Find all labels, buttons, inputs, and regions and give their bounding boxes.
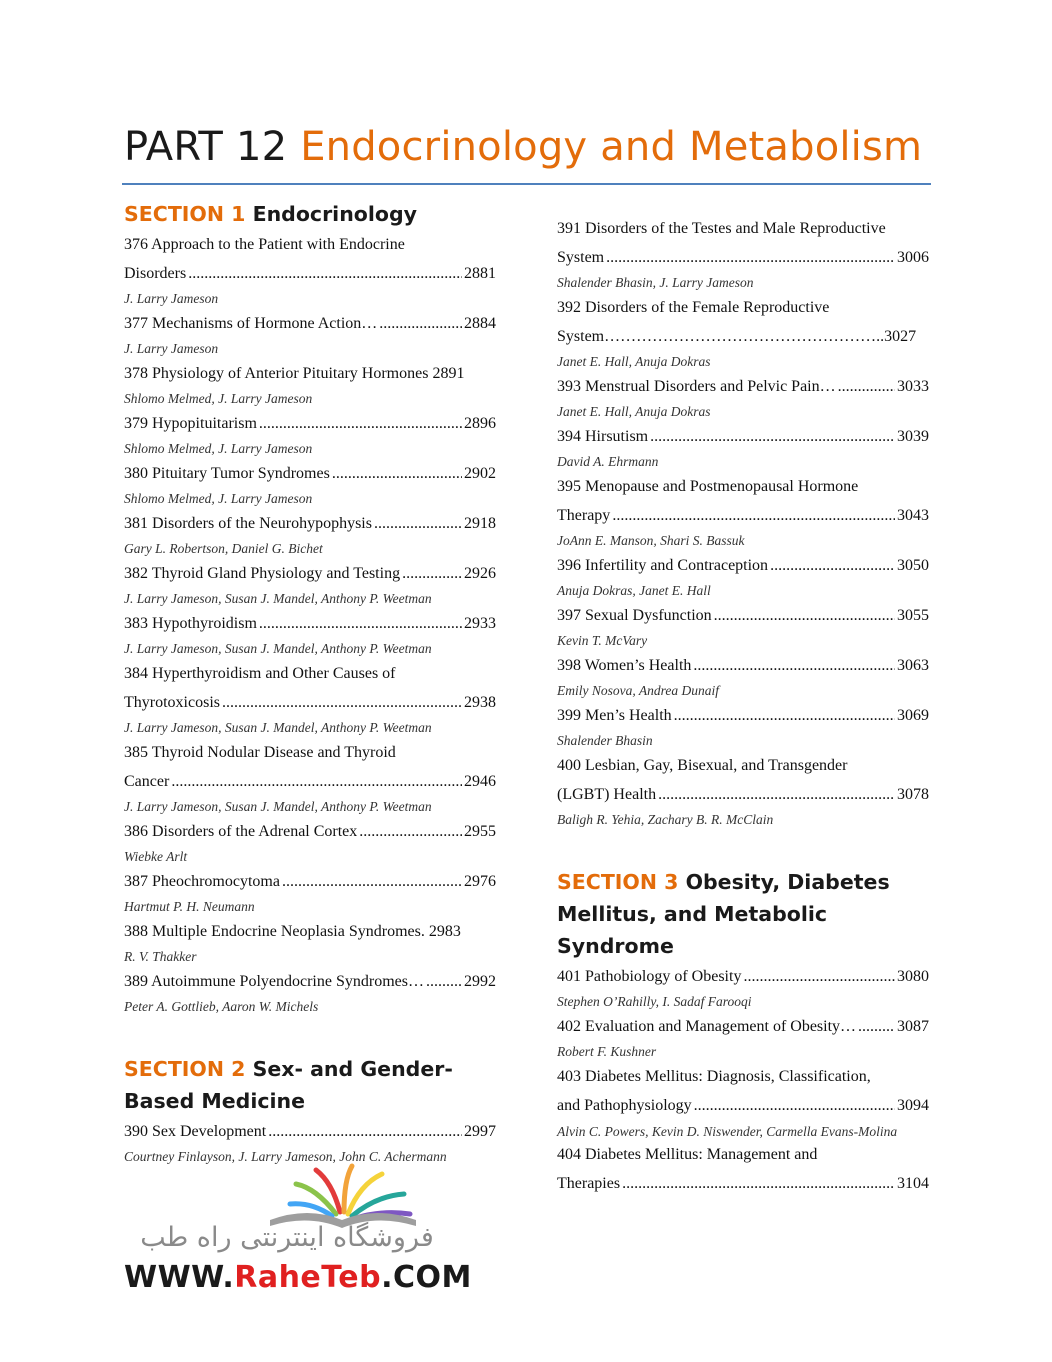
dot-leader [743,962,895,991]
entry-authors: Stephen O’Rahilly, I. Sadaf Farooqi [557,994,752,1009]
toc-entry-378 [124,359,496,409]
entry-page: 2896 [464,415,496,432]
toc-entry-399 [557,701,929,751]
toc-entry-401 [557,962,929,1012]
dot-leader [379,309,462,338]
entry-leader-line [557,501,929,530]
entry-title: 402 Evaluation and Management of Obesity… [557,1018,857,1035]
entry-title-line: 403 Diabetes Mellitus: Diagnosis, Classification, [557,1068,871,1085]
section-label: SECTION 3 [557,870,679,894]
toc-entry-394 [557,422,929,472]
toc-entry-393 [557,372,929,422]
entry-title: 377 Mechanisms of Hormone Action… [124,315,378,332]
entry-title: 398 Women’s Health [557,657,692,674]
toc-entry-398 [557,651,929,701]
section-1-heading [124,198,496,230]
dot-leader [268,1117,462,1146]
entry-title: (LGBT) Health [557,786,657,803]
entry-title: Thyrotoxicosis [124,694,220,711]
part-title [124,124,922,170]
entry-leader-line [557,322,929,351]
entry-page: 2891 [432,365,465,382]
entry-authors: Kevin T. McVary [557,633,648,648]
entry-title-line: 385 Thyroid Nodular Disease and Thyroid [124,744,396,761]
dot-leader [171,767,462,796]
entry-page: 2902 [464,465,496,482]
entry-page: 3055 [897,607,929,624]
entry-page: 2983 [428,923,461,940]
entry-title-line: 391 Disorders of the Testes and Male Reproductive [557,220,886,237]
entry-authors: Janet E. Hall, Anuja Dokras [557,404,711,419]
entry-title: 390 Sex Development [124,1123,267,1140]
entry-title: 394 Hirsutism [557,428,649,445]
url-prefix: WWW. [124,1260,235,1295]
entry-leader-line [557,422,929,451]
entry-title: 397 Sexual Dysfunction [557,607,712,624]
section-title: Obesity, Diabetes Mellitus, and Metabolic Syndrome [557,870,890,958]
entry-title: 389 Autoimmune Polyendocrine Syndromes… [124,973,424,990]
dot-leader [770,551,895,580]
entry-leader-line [557,551,929,580]
entry-title: 393 Menstrual Disorders and Pelvic Pain… [557,378,836,395]
entry-title-line: 384 Hyperthyroidism and Other Causes of [124,665,396,682]
entry-leader-line [124,509,496,538]
entry-authors: Wiebke Arlt [124,849,188,864]
entry-page: 2933 [464,615,496,632]
entry-authors: Baligh R. Yehia, Zachary B. R. McClain [557,812,774,827]
dot-leader [693,651,895,680]
dot-leader [650,422,895,451]
toc-entry-404 [557,1140,929,1198]
dot-leader [838,372,895,401]
toc-entry-397 [557,601,929,651]
entry-authors: J. Larry Jameson, Susan J. Mandel, Anthony P. Weetman [124,720,432,735]
entry-page: 3104 [897,1175,929,1192]
dot-leader [332,459,462,488]
url-suffix: .COM [381,1260,472,1295]
entry-leader-line [124,259,496,288]
entry-leader-line [124,359,496,388]
toc-entry-388 [124,917,496,967]
entry-page: 3043 [897,507,929,524]
entry-title-line: 392 Disorders of the Female Reproductive [557,299,830,316]
entry-page: 3027 [884,328,917,345]
entry-authors: Shalender Bhasin, J. Larry Jameson [557,275,754,290]
section-2-heading [124,1053,496,1117]
entry-authors: Courtney Finlayson, J. Larry Jameson, John C. Achermann [124,1149,447,1164]
entry-title: 401 Pathobiology of Obesity [557,968,742,985]
entry-page: 2884 [464,315,496,332]
toc-entry-396 [557,551,929,601]
dot-leader [426,967,462,996]
entry-title-line: 400 Lesbian, Gay, Bisexual, and Transgender [557,757,848,774]
entry-page: 2881 [464,265,496,282]
dot-leader [694,1091,895,1120]
entry-page: 3087 [897,1018,929,1035]
dot-leader [674,701,895,730]
entry-leader-line [557,243,929,272]
entry-title: 381 Disorders of the Neurohypophysis [124,515,372,532]
entry-title: 386 Disorders of the Adrenal Cortex [124,823,358,840]
entry-page: 3063 [897,657,929,674]
entry-leader-line [557,601,929,630]
entry-page: 3039 [897,428,929,445]
entry-title: System…………………………………………….. [557,328,885,345]
dot-leader [259,409,462,438]
dot-leader [188,259,462,288]
entry-page: 2992 [464,973,496,990]
entry-leader-line [124,309,496,338]
entry-authors: J. Larry Jameson [124,341,219,356]
entry-leader-line [124,459,496,488]
section-title: Sex- and Gender-Based Medicine [124,1057,453,1113]
toc-entry-392 [557,293,929,372]
entry-title-line: 376 Approach to the Patient with Endocrine [124,236,405,253]
dot-leader [622,1169,895,1198]
toc-entry-391 [557,214,929,293]
entry-leader-line [124,917,496,946]
entry-page: 2976 [464,873,496,890]
toc-entry-379 [124,409,496,459]
url-brand: RaheTeb [234,1260,382,1295]
entry-authors: Alvin C. Powers, Kevin D. Niswender, Carmella Evans-Molina [557,1124,898,1139]
section-title: Endocrinology [252,202,418,226]
entry-leader-line [124,688,496,717]
entry-authors: Peter A. Gottlieb, Aaron W. Michels [124,999,319,1014]
entry-title-line: 404 Diabetes Mellitus: Management and [557,1146,818,1163]
entry-title: Therapy [557,507,611,524]
entry-title: Therapies [557,1175,621,1192]
entry-page: 2997 [464,1123,496,1140]
toc-entry-395 [557,472,929,551]
entry-leader-line [557,780,929,809]
entry-authors: Shalender Bhasin [557,733,653,748]
entry-title: System [557,249,605,266]
watermark-persian-text: فروشگاه اینترنتی راه طب [140,1222,434,1253]
entry-page: 3078 [897,786,929,803]
section-label: SECTION 1 [124,202,246,226]
entry-title: 396 Infertility and Contraception [557,557,769,574]
entry-authors: J. Larry Jameson, Susan J. Mandel, Anthony P. Weetman [124,591,432,606]
entry-leader-line [557,651,929,680]
entry-authors: J. Larry Jameson [124,291,219,306]
toc-entry-402 [557,1012,929,1062]
entry-authors: R. V. Thakker [124,949,197,964]
entry-leader-line [124,409,496,438]
entry-title: 388 Multiple Endocrine Neoplasia Syndromes. [124,923,425,940]
toc-entry-384 [124,659,496,738]
entry-page: 2926 [464,565,496,582]
dot-leader [858,1012,895,1041]
toc-entry-387 [124,867,496,917]
toc-entry-376 [124,230,496,309]
entry-authors: Shlomo Melmed, J. Larry Jameson [124,441,313,456]
entry-leader-line [124,767,496,796]
entry-leader-line [124,609,496,638]
entry-authors: Shlomo Melmed, J. Larry Jameson [124,391,313,406]
entry-authors: J. Larry Jameson, Susan J. Mandel, Anthony P. Weetman [124,799,432,814]
entry-leader-line [557,372,929,401]
entry-title: Disorders [124,265,187,282]
entry-page: 3006 [897,249,929,266]
entry-title-line: 395 Menopause and Postmenopausal Hormone [557,478,859,495]
entry-leader-line [557,962,929,991]
toc-entry-403 [557,1062,929,1140]
entry-page: 2955 [464,823,496,840]
entry-title: Cancer [124,773,170,790]
toc-entry-381 [124,509,496,559]
entry-leader-line [557,701,929,730]
entry-leader-line [557,1091,929,1120]
entry-authors: Emily Nosova, Andrea Dunaif [557,683,719,698]
dot-leader [259,609,462,638]
watermark-url [124,1260,472,1295]
entry-leader-line [124,817,496,846]
entry-authors: Anuja Dokras, Janet E. Hall [557,583,711,598]
dot-leader [658,780,895,809]
dot-leader [282,867,462,896]
section-label: SECTION 2 [124,1057,246,1081]
toc-entry-380 [124,459,496,509]
entry-page: 2938 [464,694,496,711]
entry-authors: Gary L. Robertson, Daniel G. Bichet [124,541,323,556]
entry-authors: David A. Ehrmann [557,454,659,469]
entry-title: 383 Hypothyroidism [124,615,257,632]
entry-title: 399 Men’s Health [557,707,672,724]
entry-page: 3069 [897,707,929,724]
entry-page: 3050 [897,557,929,574]
dot-leader [402,559,462,588]
entry-authors: Shlomo Melmed, J. Larry Jameson [124,491,313,506]
toc-entry-382 [124,559,496,609]
toc-entry-383 [124,609,496,659]
entry-title: 378 Physiology of Anterior Pituitary Hormones [124,365,429,382]
entry-page: 2918 [464,515,496,532]
dot-leader [222,688,462,717]
entry-leader-line [124,1117,496,1146]
right-column [557,214,929,1198]
toc-entry-400 [557,751,929,830]
dot-leader [714,601,895,630]
dot-leader [374,509,462,538]
entry-authors: J. Larry Jameson, Susan J. Mandel, Anthony P. Weetman [124,641,432,656]
title-rule [122,183,931,185]
entry-title: 379 Hypopituitarism [124,415,257,432]
entry-authors: JoAnn E. Manson, Shari S. Bassuk [557,533,745,548]
entry-title: 382 Thyroid Gland Physiology and Testing [124,565,401,582]
entry-leader-line [124,559,496,588]
dot-leader [359,817,462,846]
entry-page: 3080 [897,968,929,985]
part-name: Endocrinology and Metabolism [300,124,923,170]
entry-page: 3094 [897,1097,929,1114]
toc-entry-386 [124,817,496,867]
entry-authors: Robert F. Kushner [557,1044,657,1059]
section-3-heading [557,866,929,962]
toc-entry-377 [124,309,496,359]
dot-leader [606,243,895,272]
entry-leader-line [124,867,496,896]
left-column [124,198,496,1167]
dot-leader [612,501,895,530]
entry-leader-line [557,1012,929,1041]
entry-title: 380 Pituitary Tumor Syndromes [124,465,330,482]
entry-leader-line [557,1169,929,1198]
toc-entry-385 [124,738,496,817]
entry-page: 2946 [464,773,496,790]
entry-authors: Janet E. Hall, Anuja Dokras [557,354,711,369]
toc-entry-389 [124,967,496,1017]
part-label: PART 12 [124,124,288,170]
entry-title: 387 Pheochromocytoma [124,873,280,890]
entry-authors: Hartmut P. H. Neumann [124,899,255,914]
entry-title: and Pathophysiology [557,1097,692,1114]
entry-page: 3033 [897,378,929,395]
entry-leader-line [124,967,496,996]
